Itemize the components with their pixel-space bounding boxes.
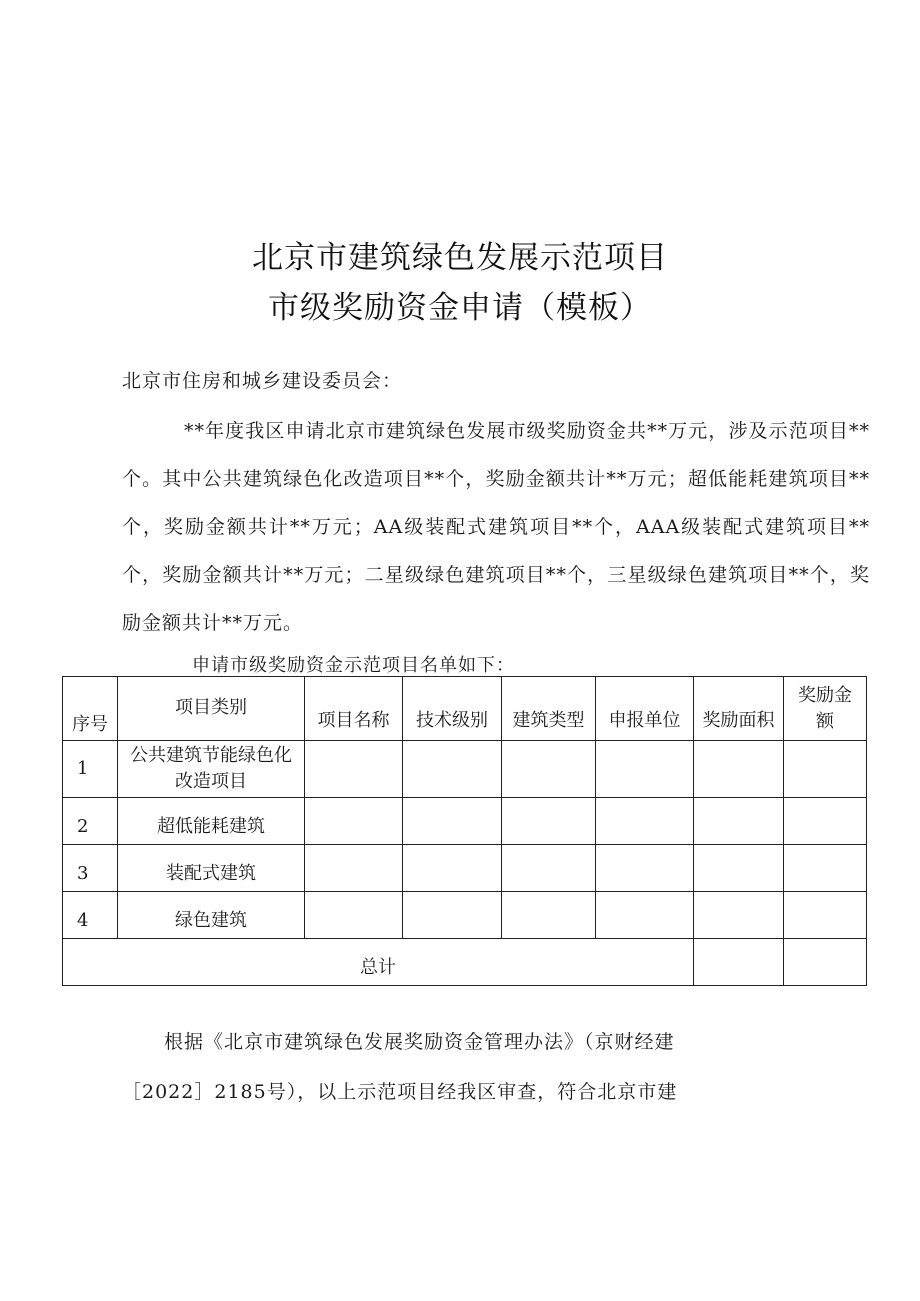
project-table <box>62 676 867 986</box>
row-category: 绿色建筑 <box>118 892 305 939</box>
row-seq: 2 <box>63 798 118 845</box>
total-area <box>694 939 784 986</box>
cell-empty <box>694 798 784 845</box>
row-category: 装配式建筑 <box>118 845 305 892</box>
header-applicant: 申报单位 <box>596 677 694 741</box>
list-intro: 申请市级奖励资金示范项目名单如下： <box>192 655 515 676</box>
closing-line-2: ［2022］2185号），以上示范项目经我区审查，符合北京市建 <box>122 1081 678 1103</box>
header-seq: 序号 <box>63 677 118 741</box>
cell-empty <box>305 892 403 939</box>
row-category: 公共建筑节能绿色化改造项目 <box>118 741 305 798</box>
cell-empty <box>502 798 596 845</box>
cell-empty <box>694 892 784 939</box>
closing-line-1: 根据《北京市建筑绿色发展奖励资金管理办法》（京财经建 <box>164 1031 675 1053</box>
header-tech-level: 技术级别 <box>403 677 502 741</box>
cell-empty <box>403 741 502 798</box>
document-title-line1: 北京市建筑绿色发展示范项目 <box>252 240 668 276</box>
cell-empty <box>502 741 596 798</box>
cell-empty <box>694 845 784 892</box>
header-category: 项目类别 <box>118 677 305 741</box>
total-label: 总计 <box>63 939 694 986</box>
body-paragraph: **年度我区申请北京市建筑绿色发展市级奖励资金共**万元，涉及示范项目**个。其中公共建筑绿色化改造项目**个，奖励金额共计**万元；超低能耗建筑项目**个，奖励金额共计**万元；AA级装配式建筑项目**个，AAA级装配式建筑项目**个，奖励金额共计**万元；二星级绿色建筑项目**个，三星级绿色建筑项目**个，奖励金额共计**万元。 <box>122 420 870 634</box>
table-row <box>63 741 867 798</box>
table-total-row <box>63 939 867 986</box>
addressee: 北京市住房和城乡建设委员会： <box>122 370 403 392</box>
total-amount <box>784 939 867 986</box>
table-row <box>63 892 867 939</box>
table-row <box>63 845 867 892</box>
cell-empty <box>784 892 867 939</box>
cell-empty <box>784 845 867 892</box>
cell-empty <box>596 845 694 892</box>
cell-empty <box>502 845 596 892</box>
row-seq: 4 <box>63 892 118 939</box>
header-area: 奖励面积 <box>694 677 784 741</box>
cell-empty <box>403 892 502 939</box>
header-amount: 奖励金额 <box>784 677 867 741</box>
cell-empty <box>596 892 694 939</box>
table-row <box>63 798 867 845</box>
row-seq: 3 <box>63 845 118 892</box>
cell-empty <box>502 892 596 939</box>
cell-empty <box>784 798 867 845</box>
header-building-type: 建筑类型 <box>502 677 596 741</box>
table-header-row <box>63 677 867 741</box>
cell-empty <box>784 741 867 798</box>
cell-empty <box>596 798 694 845</box>
cell-empty <box>403 845 502 892</box>
cell-empty <box>305 741 403 798</box>
cell-empty <box>403 798 502 845</box>
cell-empty <box>596 741 694 798</box>
row-category: 超低能耗建筑 <box>118 798 305 845</box>
cell-empty <box>305 798 403 845</box>
cell-empty <box>305 845 403 892</box>
header-name: 项目名称 <box>305 677 403 741</box>
row-seq: 1 <box>63 741 118 798</box>
cell-empty <box>694 741 784 798</box>
document-title-line2: 市级奖励资金申请（模板） <box>268 290 652 326</box>
